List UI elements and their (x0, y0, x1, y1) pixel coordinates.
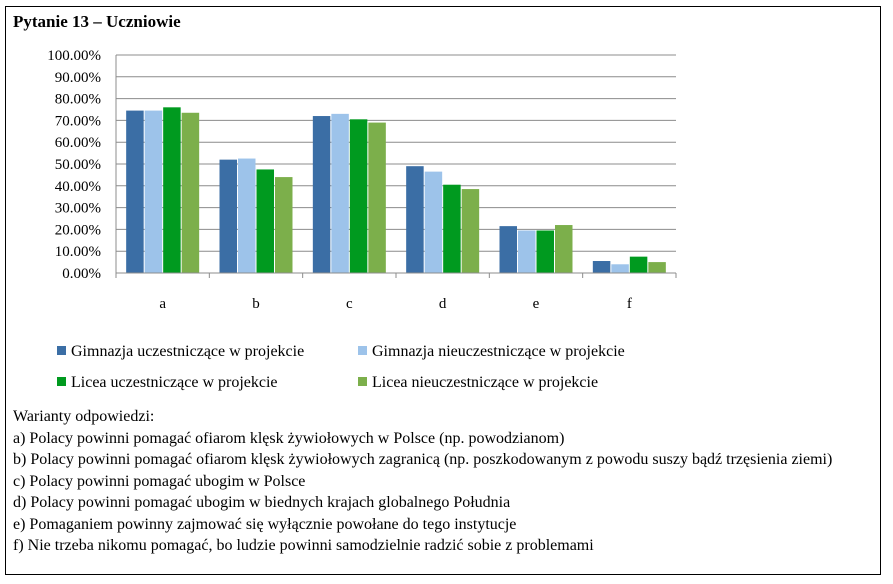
bar-e-series-4 (555, 225, 573, 273)
variant-b: b) Polacy powinni pomagać ofiarom klęsk żywiołowych zagranicą (np. poszkodowanym z powodu suszy bądź trzęsienia ziemi) (13, 451, 833, 468)
bar-c-series-4 (368, 123, 386, 273)
variant-a: a) Polacy powinni pomagać ofiarom klęsk żywiołowych w Polsce (np. powodzianom) (13, 429, 565, 447)
legend-item-licea-nieuczestniczace: Licea nieuczestniczące w projekcie (358, 374, 598, 392)
bar-d-series-2 (425, 172, 443, 273)
x-tick-label: a (159, 296, 167, 312)
legend-item-gimnazja-uczestniczace: Gimnazja uczestniczące w projekcie (57, 343, 304, 361)
y-tick-label: 40.00% (54, 178, 101, 195)
legend-swatch (358, 346, 367, 355)
bar-e-series-3 (537, 230, 555, 273)
y-tick-label: 10.00% (54, 244, 101, 261)
x-tick-label: b (252, 296, 260, 312)
bar-d-series-4 (462, 189, 480, 273)
bar-c-series-3 (350, 119, 368, 273)
y-tick-label: 80.00% (54, 91, 101, 108)
bar-a-series-2 (145, 111, 163, 273)
bar-c-series-2 (331, 114, 349, 273)
bar-b-series-2 (238, 159, 256, 273)
y-tick-label: 30.00% (54, 200, 101, 217)
bar-f-series-4 (648, 262, 666, 273)
x-tick-label: f (626, 296, 632, 312)
y-tick-label: 100.00% (47, 48, 101, 64)
bar-a-series-1 (126, 111, 143, 273)
y-tick-label: 50.00% (54, 157, 101, 173)
bar-d-series-3 (443, 185, 461, 273)
variant-d: d) Polacy powinni pomagać ubogim w biednych krajach globalnego Południa (13, 494, 511, 511)
gridlines (116, 55, 676, 251)
answer-variants (13, 406, 863, 557)
legend-item-gimnazja-nieuczestniczace: Gimnazja nieuczestniczące w projekcie (358, 343, 625, 361)
x-tick-label: e (532, 296, 540, 312)
variant-f: f) Nie trzeba nikomu pomagać, bo ludzie powinni samodzielnie radzić sobie z problemami (13, 537, 594, 554)
legend-item-licea-uczestniczace: Licea uczestniczące w projekcie (57, 374, 278, 392)
bar-f-series-3 (630, 257, 648, 273)
bar-b-series-3 (257, 169, 275, 273)
variant-e: e) Pomaganiem powinny zajmować się wyłącznie powołane do tego instytucje (13, 515, 517, 533)
variants-heading: Warianty odpowiedzi: (13, 408, 155, 425)
bar-a-series-4 (182, 113, 200, 273)
y-tick-label: 90.00% (54, 69, 101, 86)
x-tick-label: c (345, 296, 353, 312)
legend-swatch (57, 346, 66, 355)
legend-swatch (358, 377, 367, 386)
bar-d-series-1 (406, 166, 424, 273)
bar-a-series-3 (163, 107, 181, 273)
variant-c: c) Polacy powinni pomagać ubogim w Polsce (13, 472, 306, 490)
bar-c-series-1 (313, 116, 331, 273)
bar-e-series-2 (518, 230, 536, 273)
bar-f-series-1 (593, 261, 611, 273)
bar-f-series-2 (611, 264, 629, 273)
y-tick-label: 20.00% (54, 222, 101, 239)
bars (126, 107, 666, 273)
bar-b-series-4 (275, 177, 293, 273)
legend-swatch (57, 377, 66, 386)
bar-e-series-1 (500, 226, 518, 273)
x-tick-label: d (438, 296, 447, 312)
bar-b-series-1 (220, 160, 238, 273)
axes (116, 55, 676, 278)
y-tick-label: 70.00% (54, 113, 101, 130)
chart-title: Pytanie 13 – Uczniowie (13, 12, 181, 31)
y-tick-label: 0.00% (62, 266, 101, 282)
y-tick-label: 60.00% (54, 135, 101, 152)
